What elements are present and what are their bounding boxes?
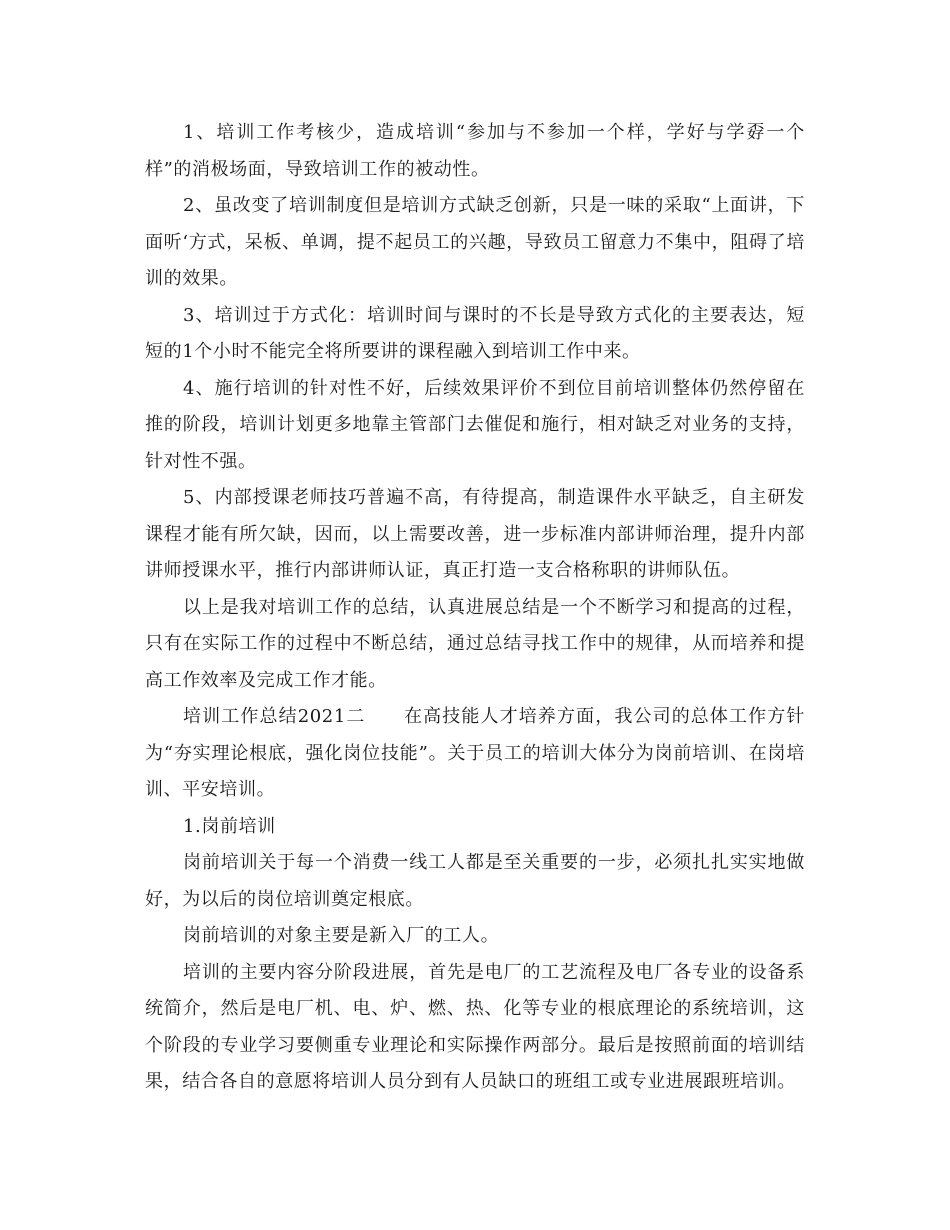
- paragraph-summary: 以上是我对培训工作的总结，认真进展总结是一个不断学习和提高的过程，只有在实际工作的过程中不断总结，通过总结寻找工作中的规律，从而培养和提高工作效率及完成工作才能。: [145, 596, 805, 691]
- document-body: [145, 115, 805, 1101]
- section-intro: 在高技能人才培养方面，我公司的总体工作方针为“夯实理论根底，强化岗位技能”。关于员工的培训大体分为岗前培训、在岗培训、平安培训。: [145, 706, 805, 800]
- paragraph-3: 3、培训过于方式化：培训时间与课时的不长是导致方式化的主要表达，短短的1个小时不能完全将所要讲的课程融入到培训工作中来。: [145, 304, 805, 362]
- paragraph-pre-job-2: 岗前培训的对象主要是新入厂的工人。: [183, 925, 500, 946]
- section-title: 培训工作总结2021二: [183, 706, 366, 727]
- paragraph-pre-job-1: 岗前培训关于每一个消费一线工人都是至关重要的一步，必须扎扎实实地做好，为以后的岗位培训奠定根底。: [145, 852, 805, 910]
- paragraph-2: 2、虽改变了培训制度但是培训方式缺乏创新，只是一味的采取“上面讲，下面听‘方式，呆板、单调，提不起员工的兴趣，导致员工留意力不集中，阻碍了培训的效果。: [145, 195, 805, 289]
- paragraph-1: 1、培训工作考核少，造成培训“参加与不参加一个样，学好与学孬一个样”的消极场面，导致培训工作的被动性。: [145, 122, 805, 180]
- subheading-pre-job-training: 1.岗前培训: [183, 815, 276, 837]
- paragraph-4: 4、施行培训的针对性不好，后续效果评价不到位目前培训整体仍然停留在推的阶段，培训计划更多地靠主管部门去催促和施行，相对缺乏对业务的支持，针对性不强。: [145, 377, 805, 472]
- section-paragraph: [145, 699, 805, 809]
- paragraph-pre-job-3: 培训的主要内容分阶段进展，首先是电厂的工艺流程及电厂各专业的设备系统简介，然后是电厂机、电、炉、燃、热、化等专业的根底理论的系统培训，这个阶段的专业学习要侧重专业理论和实际操作两部分。最后是按照前面的培训结果，结合各自的意愿将培训人员分到有人员缺口的班组工或专业进展跟班培训。: [145, 961, 805, 1092]
- paragraph-5: 5、内部授课老师技巧普遍不高，有待提高，制造课件水平缺乏，自主研发课程才能有所欠缺，因而，以上需要改善，进一步标准内部讲师治理，提升内部讲师授课水平，推行内部讲师认证，真正打造一支合格称职的讲师队伍。: [145, 487, 805, 581]
